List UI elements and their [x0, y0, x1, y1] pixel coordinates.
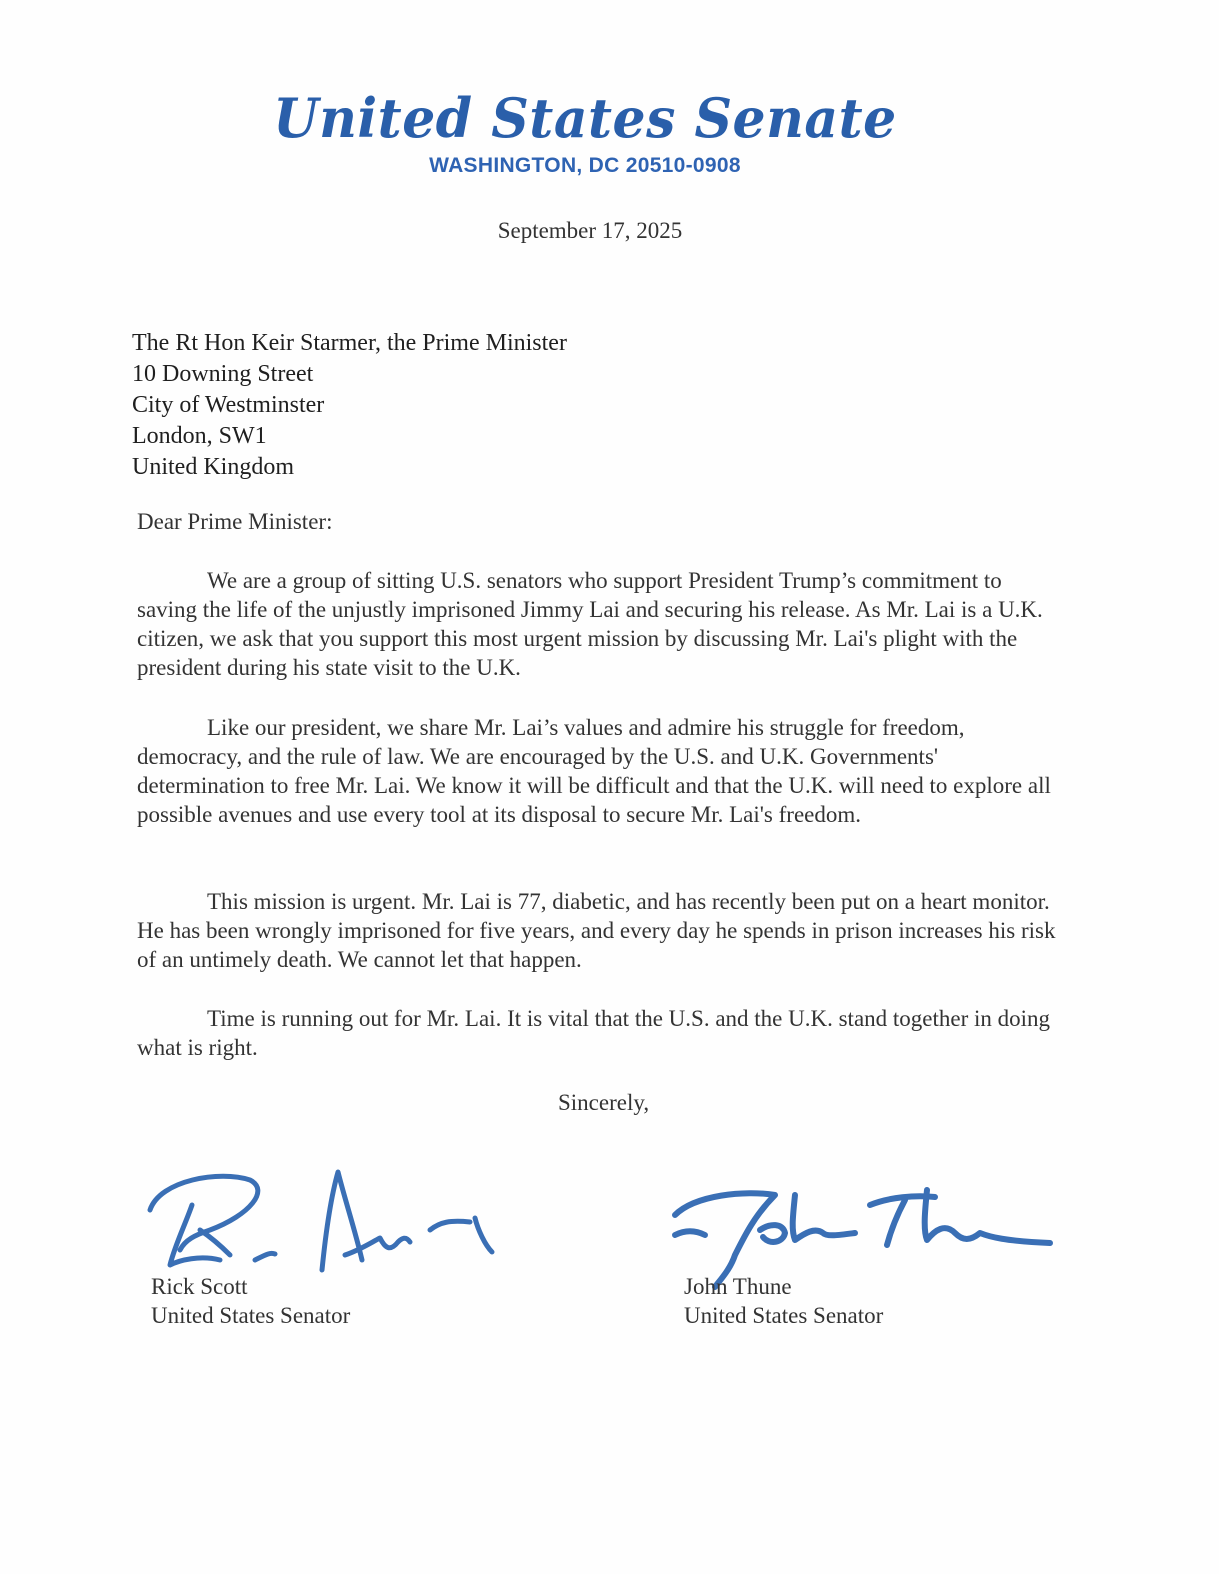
body-paragraph: [137, 713, 1067, 829]
letter-date: September 17, 2025: [497, 218, 683, 243]
recipient-line: The Rt Hon Keir Starmer, the Prime Minister: [132, 330, 567, 356]
signature-drawing: [140, 1160, 510, 1285]
body-paragraph: [137, 566, 1067, 682]
paragraph-text: Time is running out for Mr. Lai. It is vital that the U.S. and the U.K. stand together in doing what is right.: [137, 1006, 1051, 1060]
signer-block: [151, 1272, 350, 1330]
paragraph-text: Like our president, we share Mr. Lai’s values and admire his struggle for freedom, democracy, and the rule of law. We are encouraged by the U.S. and U.K. Governments' determination to free Mr. Lai. We know it will be difficult and that the U.K. will need to explore all possible avenues and use every tool at its disposal to secure Mr. Lai's freedom.: [137, 715, 1051, 827]
recipient-line: City of Westminster: [132, 392, 325, 418]
recipient-line: 10 Downing Street: [132, 361, 314, 387]
letterhead-title: United States Senate: [273, 86, 897, 151]
paragraph-text: This mission is urgent. Mr. Lai is 77, diabetic, and has recently been put on a heart monitor. He has been wrongly imprisoned for five years, and every day he spends in prison increases his risk of an untimely death. We cannot let that happen.: [137, 889, 1056, 972]
body-paragraph: [137, 887, 1067, 974]
closing: Sincerely,: [558, 1090, 650, 1115]
paragraph-text: We are a group of sitting U.S. senators who support President Trump’s commitment to saving the life of the unjustly imprisoned Jimmy Lai and securing his release. As Mr. Lai is a U.K. citizen, we ask that you support this most urgent mission by discussing Mr. Lai's plight with the president during his state visit to the U.K.: [137, 568, 1043, 680]
signer-block: [684, 1272, 883, 1330]
letterhead-address: WASHINGTON, DC 20510-0908: [429, 154, 741, 177]
signer-title: United States Senator: [151, 1303, 351, 1328]
recipient-line: United Kingdom: [132, 454, 294, 480]
body-paragraph: [137, 1004, 1067, 1062]
recipient-address-block: [132, 328, 567, 483]
signer-name: Rick Scott: [151, 1274, 248, 1299]
signature-rick-scott: [140, 1160, 510, 1285]
signer-title: United States Senator: [684, 1303, 884, 1328]
recipient-line: London, SW1: [132, 423, 267, 449]
letterhead: [0, 88, 1170, 178]
salutation: Dear Prime Minister:: [137, 509, 333, 534]
signer-name: John Thune: [684, 1274, 792, 1299]
